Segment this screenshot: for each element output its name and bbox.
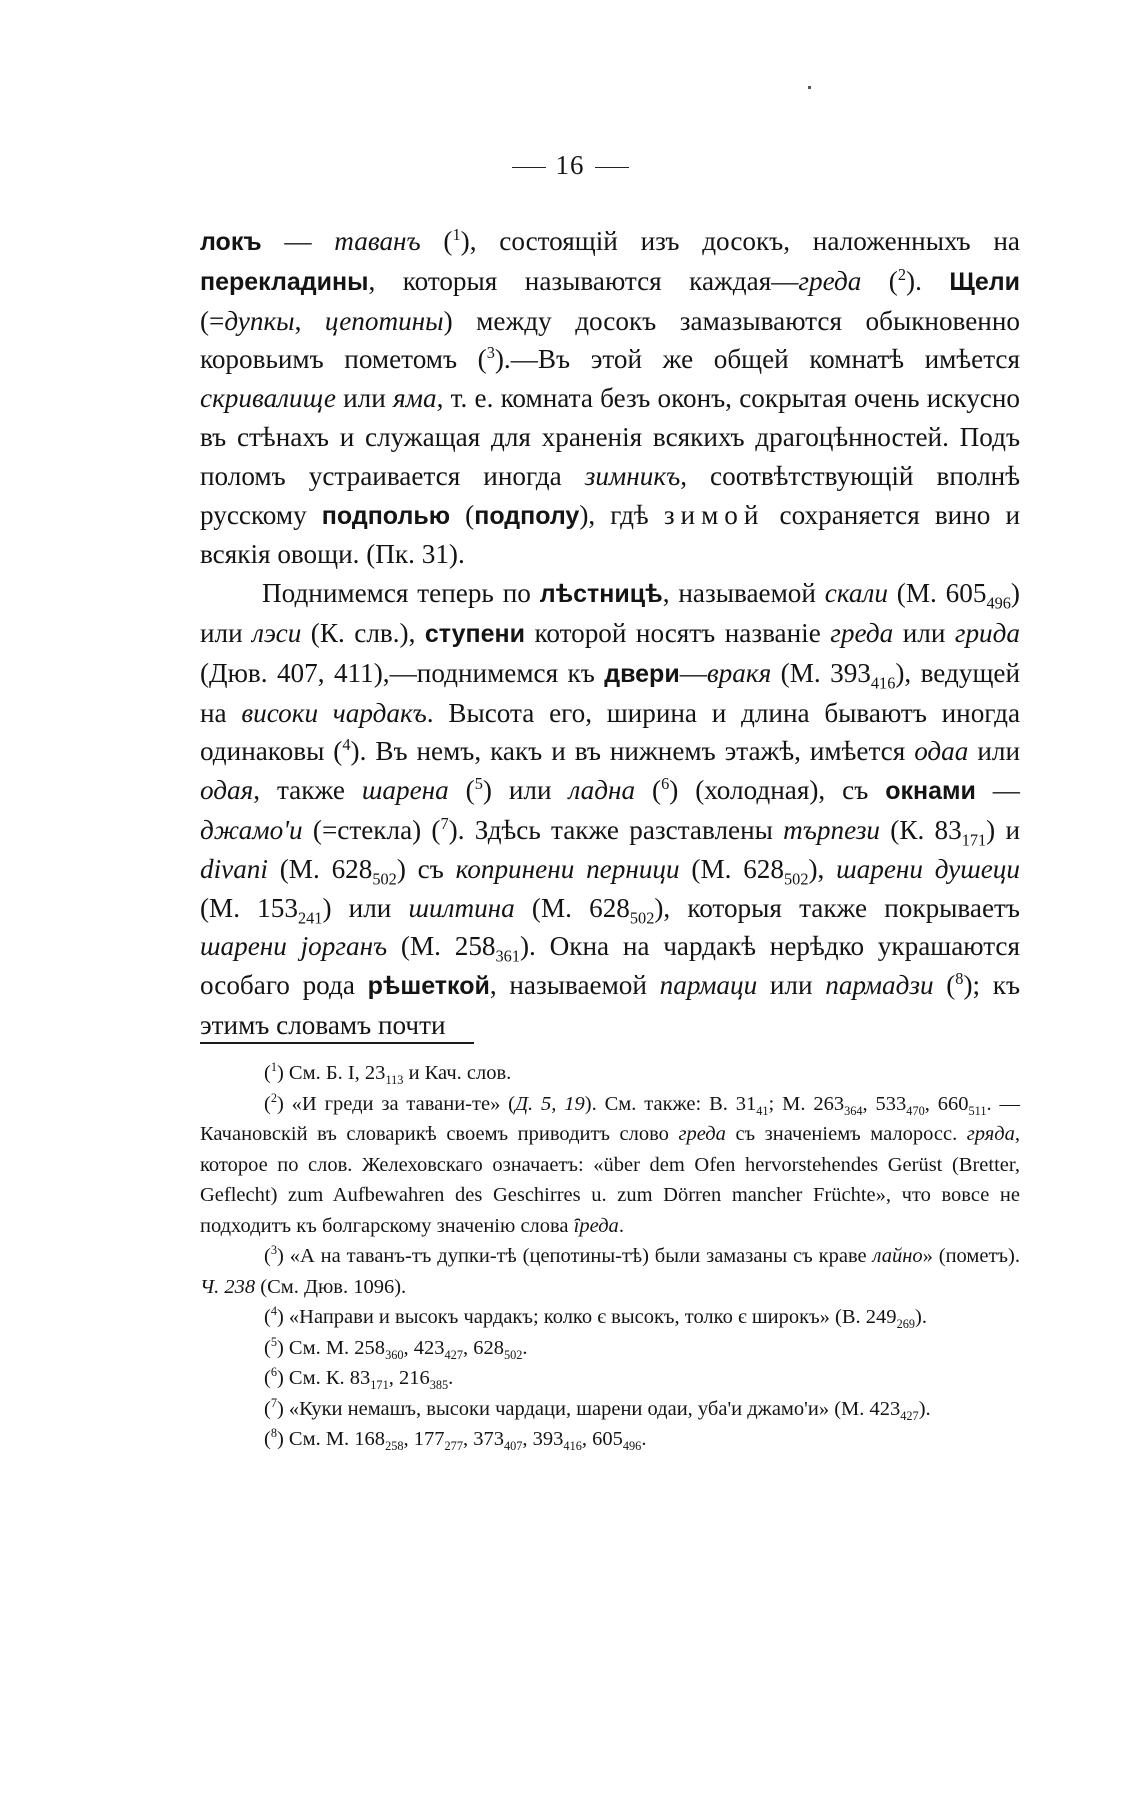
- subscript: 171: [961, 830, 987, 850]
- subscript: 416: [563, 1439, 582, 1454]
- text-run: (К. 83: [880, 814, 962, 845]
- text-run: (М. 153: [200, 892, 298, 923]
- footnote-marker: 7: [270, 1395, 277, 1410]
- subscript: 407: [503, 1439, 523, 1454]
- italic-term: ȋреда: [573, 1214, 619, 1237]
- italic-term: високи чардакъ: [241, 697, 427, 728]
- text-run: или: [757, 970, 826, 1001]
- text-run: .: [641, 1428, 647, 1450]
- text-run: (См. Дюв. 1096).: [255, 1275, 407, 1298]
- subscript: 427: [444, 1347, 463, 1362]
- text-run: ) и: [986, 814, 1021, 845]
- text-run: ,: [294, 305, 325, 336]
- footnote-marker: 4: [342, 735, 351, 755]
- text-run: —: [975, 775, 1020, 806]
- italic-term: шарени душеци: [836, 853, 1020, 884]
- footnote-marker: 8: [955, 969, 964, 989]
- footnote-marker: 3: [486, 343, 495, 363]
- text-run: ) съ: [396, 853, 456, 884]
- text-run: ) См. М. 258: [276, 1336, 386, 1359]
- italic-term: гряда: [966, 1123, 1015, 1145]
- bold-term: двери: [604, 659, 680, 688]
- italic-term: Ч. 238: [200, 1275, 256, 1298]
- text-run: (: [264, 1367, 271, 1389]
- italic-term: скривалище: [200, 383, 336, 414]
- italic-term: скали: [824, 578, 888, 609]
- text-run: ; М. 263: [768, 1092, 845, 1115]
- italic-term: джамо'и: [200, 814, 303, 845]
- text-run: (: [861, 265, 898, 296]
- text-run: (: [264, 1245, 271, 1267]
- text-run: ). См. также: В. 31: [584, 1092, 757, 1115]
- italic-term: лэси: [252, 617, 302, 648]
- text-run: —: [679, 657, 707, 688]
- text-run: сохраняется вино и всякія овощи. (Пк. 31).: [200, 499, 1020, 570]
- text-run: ). Здѣсь также разставлены: [448, 814, 784, 845]
- bold-term: окнами: [885, 777, 976, 806]
- italic-term: дупкы: [224, 305, 295, 336]
- text-run: (=стекла) (: [302, 814, 441, 845]
- text-run: , 628: [462, 1336, 504, 1359]
- footnote-separator: [200, 1042, 474, 1044]
- subscript: 269: [896, 1317, 916, 1332]
- text-run: , называемой: [662, 578, 825, 609]
- italic-term: зимникъ: [584, 460, 681, 491]
- subscript: 241: [297, 907, 323, 927]
- bold-term: подполу: [474, 501, 580, 530]
- italic-term: лайно: [872, 1245, 923, 1267]
- bold-term: локъ: [200, 228, 262, 256]
- subscript: 361: [495, 946, 520, 966]
- text-run: (: [933, 970, 956, 1001]
- text-run: (М. 628: [514, 892, 630, 923]
- page-number: 16: [555, 150, 585, 180]
- text-run: ) «А на таванъ-тъ дупки-тѣ (цепотины-тѣ) были замазаны съ краве: [276, 1245, 873, 1267]
- italic-term: одая: [200, 775, 254, 806]
- header-dash-right: [595, 167, 629, 168]
- text-run: ).: [918, 1397, 931, 1420]
- text-run: , 393: [522, 1428, 564, 1450]
- text-run: ) См. К. 83: [276, 1367, 371, 1389]
- italic-term: одаа: [914, 736, 969, 767]
- text-run: Поднимемся теперь по: [262, 578, 540, 609]
- italic-term: Д. 5, 19: [515, 1092, 585, 1115]
- text-run: или: [335, 383, 394, 414]
- text-run: . Высота его, ширина и длина бываютъ иногда одинаковы (: [200, 697, 1021, 767]
- text-run: (: [635, 775, 662, 806]
- bold-term: ступени: [424, 619, 526, 648]
- subscript: 385: [429, 1378, 449, 1393]
- text-run: (: [264, 1336, 271, 1359]
- footnote-marker: 7: [440, 813, 449, 833]
- text-run: ), гдѣ: [579, 499, 664, 530]
- italic-term: ладна: [568, 775, 636, 806]
- bold-term: лѣстницѣ: [539, 580, 663, 609]
- text-run: ) (холодная), съ: [669, 775, 886, 806]
- text-run: , которыя называются каждая—: [368, 265, 799, 296]
- italic-term: греда: [798, 265, 862, 296]
- footnote: [200, 1058, 1020, 1089]
- footnote-marker: 6: [661, 774, 670, 794]
- italic-term: пармаци: [659, 970, 758, 1001]
- text-run: или: [893, 617, 955, 648]
- text-run: (: [264, 1306, 271, 1328]
- text-run: (М. 393: [771, 657, 871, 688]
- text-run: ).—Въ этой же общей комнатѣ имѣется: [494, 344, 1020, 375]
- page-number-header: [0, 150, 1140, 181]
- italic-term: цепотины: [324, 305, 444, 336]
- footnote: [200, 1302, 1020, 1333]
- text-run: .: [522, 1336, 528, 1359]
- spaced-text: зимой: [663, 499, 765, 530]
- text-run: , 177: [403, 1428, 445, 1450]
- text-run: ) или: [200, 578, 1020, 648]
- subscript: 502: [503, 1347, 523, 1362]
- italic-term: пармадзи: [825, 970, 934, 1001]
- footnote-marker: 3: [270, 1243, 277, 1258]
- italic-term: шарена: [361, 775, 449, 806]
- text-run: .: [448, 1367, 454, 1389]
- print-speck: [808, 86, 811, 89]
- text-run: , 216: [388, 1367, 430, 1389]
- text-run: ). Въ немъ, какъ и въ нижнемъ этажѣ, имѣется: [350, 736, 915, 767]
- italic-term: копринени перници: [455, 853, 680, 884]
- footnote-marker: 6: [270, 1365, 277, 1380]
- text-run: ), которыя также покрываетъ: [654, 892, 1020, 923]
- text-run: ) или: [322, 892, 409, 923]
- footnote: [200, 1089, 1020, 1242]
- text-run: , 605: [581, 1428, 623, 1450]
- subscript: 277: [444, 1439, 463, 1454]
- italic-term: греда: [678, 1123, 726, 1145]
- subscript: 360: [385, 1347, 404, 1362]
- subscript: 502: [629, 907, 655, 927]
- bold-term: рѣшеткой: [367, 972, 490, 1001]
- text-run: или: [968, 736, 1021, 767]
- text-run: , 533: [862, 1092, 907, 1115]
- text-run: ),: [808, 853, 837, 884]
- footnote-marker: 1: [270, 1060, 277, 1075]
- italic-term: греда: [830, 617, 894, 648]
- text-run: (=: [200, 305, 225, 336]
- footnote: [200, 1241, 1020, 1302]
- text-run: (Дюв. 407, 411),—поднимемся къ: [200, 657, 605, 688]
- text-run: , 423: [403, 1336, 445, 1359]
- text-run: ).: [906, 265, 950, 296]
- subscript: 113: [385, 1073, 404, 1088]
- footnote: [200, 1363, 1020, 1394]
- bold-term: перекладины: [200, 267, 369, 296]
- text-run: ) между досокъ замазываются обыкновенно коровьимъ пометомъ (: [200, 305, 1020, 375]
- subscript: 41: [756, 1103, 769, 1118]
- text-run: (: [448, 775, 475, 806]
- italic-term: вракя: [706, 657, 772, 688]
- text-run: ) См. Б. I, 23: [276, 1062, 386, 1084]
- text-run: , также: [253, 775, 362, 806]
- text-run: (: [264, 1062, 271, 1084]
- footnote-marker: 5: [474, 774, 483, 794]
- italic-term: грида: [954, 617, 1021, 648]
- subscript: 364: [844, 1103, 863, 1118]
- subscript: 511: [968, 1103, 987, 1118]
- bold-term: Щели: [949, 267, 1020, 296]
- text-run: ).: [915, 1306, 927, 1328]
- italic-term: шарени јорганъ: [200, 931, 388, 962]
- text-run: ) «Куки немашъ, высоки чардаци, шарени одаи, уба'и джамо'и» (М. 423: [276, 1397, 901, 1420]
- footnote: [200, 1333, 1020, 1364]
- text-run: (: [264, 1092, 271, 1115]
- text-run: ), ведущей на: [200, 657, 1020, 728]
- text-run: и Кач. слов.: [403, 1062, 512, 1084]
- footnote: [200, 1394, 1020, 1425]
- italic-term: шилтина: [408, 892, 515, 923]
- italic-term: яма: [393, 383, 437, 414]
- footnote: [200, 1424, 1020, 1455]
- paragraph: [200, 222, 1020, 574]
- text-run: съ значеніемъ малоросс.: [725, 1123, 967, 1145]
- footnotes: [200, 1058, 1020, 1455]
- text-run: ), состоящій изъ досокъ, наложенныхъ на: [460, 226, 1020, 256]
- text-run: , называемой: [489, 970, 660, 1001]
- text-run: —: [261, 226, 335, 256]
- subscript: 496: [986, 593, 1011, 613]
- footnote-marker: 5: [270, 1334, 277, 1349]
- subscript: 427: [900, 1408, 919, 1423]
- subscript: 502: [784, 869, 809, 889]
- text-run: , 373: [462, 1428, 504, 1450]
- italic-term: divani: [200, 853, 268, 884]
- text-run: (М. 258: [387, 931, 496, 962]
- text-run: ) или: [482, 775, 569, 806]
- footnote-marker: 1: [452, 224, 461, 244]
- paragraph: [200, 574, 1020, 1045]
- bold-term: подполью: [321, 501, 451, 530]
- text-run: (: [420, 226, 453, 256]
- text-run: » (пометъ).: [922, 1245, 1020, 1267]
- footnote-marker: 2: [897, 264, 907, 284]
- header-dash-left: [512, 167, 546, 168]
- italic-term: таванъ: [334, 226, 421, 256]
- subscript: 171: [370, 1378, 389, 1393]
- text-run: (: [450, 499, 475, 530]
- footnote-marker: 2: [270, 1090, 277, 1105]
- text-run: ) См. М. 168: [276, 1428, 386, 1450]
- subscript: 470: [906, 1103, 925, 1118]
- subscript: 258: [385, 1439, 404, 1454]
- text-run: , соотвѣтствующій вполнѣ русскому: [200, 460, 1020, 530]
- subscript: 496: [622, 1439, 642, 1454]
- text-run: , т. е. комната безъ оконъ, сокрытая очень искусно въ стѣнахъ и служащая для храненія всякихъ драгоцѣнностей. Подъ поломъ устраивается иногда: [200, 383, 1020, 491]
- text-run: ) «Направи и высокъ чардакъ; колко є высокъ, толко є широкъ» (В. 249: [276, 1306, 897, 1328]
- text-run: ); къ этимъ словамъ почти: [200, 970, 1021, 1040]
- text-run: ) «И греди за тавани-те» (: [276, 1092, 516, 1115]
- text-run: (К. слв.),: [301, 617, 425, 648]
- text-run: (М. 628: [267, 853, 373, 884]
- text-run: .: [618, 1214, 624, 1237]
- text-run: , 660: [924, 1092, 969, 1115]
- footnote-marker: 8: [270, 1426, 277, 1441]
- text-run: (: [264, 1428, 271, 1450]
- text-run: которой носятъ названіе: [525, 617, 831, 648]
- text-run: ). Окна на чардакѣ нерѣдко украшаются особаго рода: [200, 931, 1021, 1001]
- text-run: . — Качановскій въ словарикѣ своемъ приводитъ слово: [200, 1092, 1020, 1145]
- text-run: , которое по слов. Желеховскаго означаетъ: «über dem Ofen hervorstehendes Gerüst (Bretter, Geflecht) zum Aufbewahren des Geschirres u. zum Dörren mancher Früchte», что вовсе не подходитъ къ болгарскому значенію слова: [200, 1123, 1021, 1237]
- subscript: 416: [870, 673, 896, 693]
- footnote-marker: 4: [270, 1304, 277, 1319]
- text-run: (М. 605: [887, 578, 987, 609]
- subscript: 502: [372, 869, 397, 889]
- main-text: [200, 222, 1020, 1045]
- text-run: (М. 628: [679, 853, 784, 884]
- text-run: (: [264, 1397, 271, 1420]
- italic-term: търпези: [783, 814, 881, 845]
